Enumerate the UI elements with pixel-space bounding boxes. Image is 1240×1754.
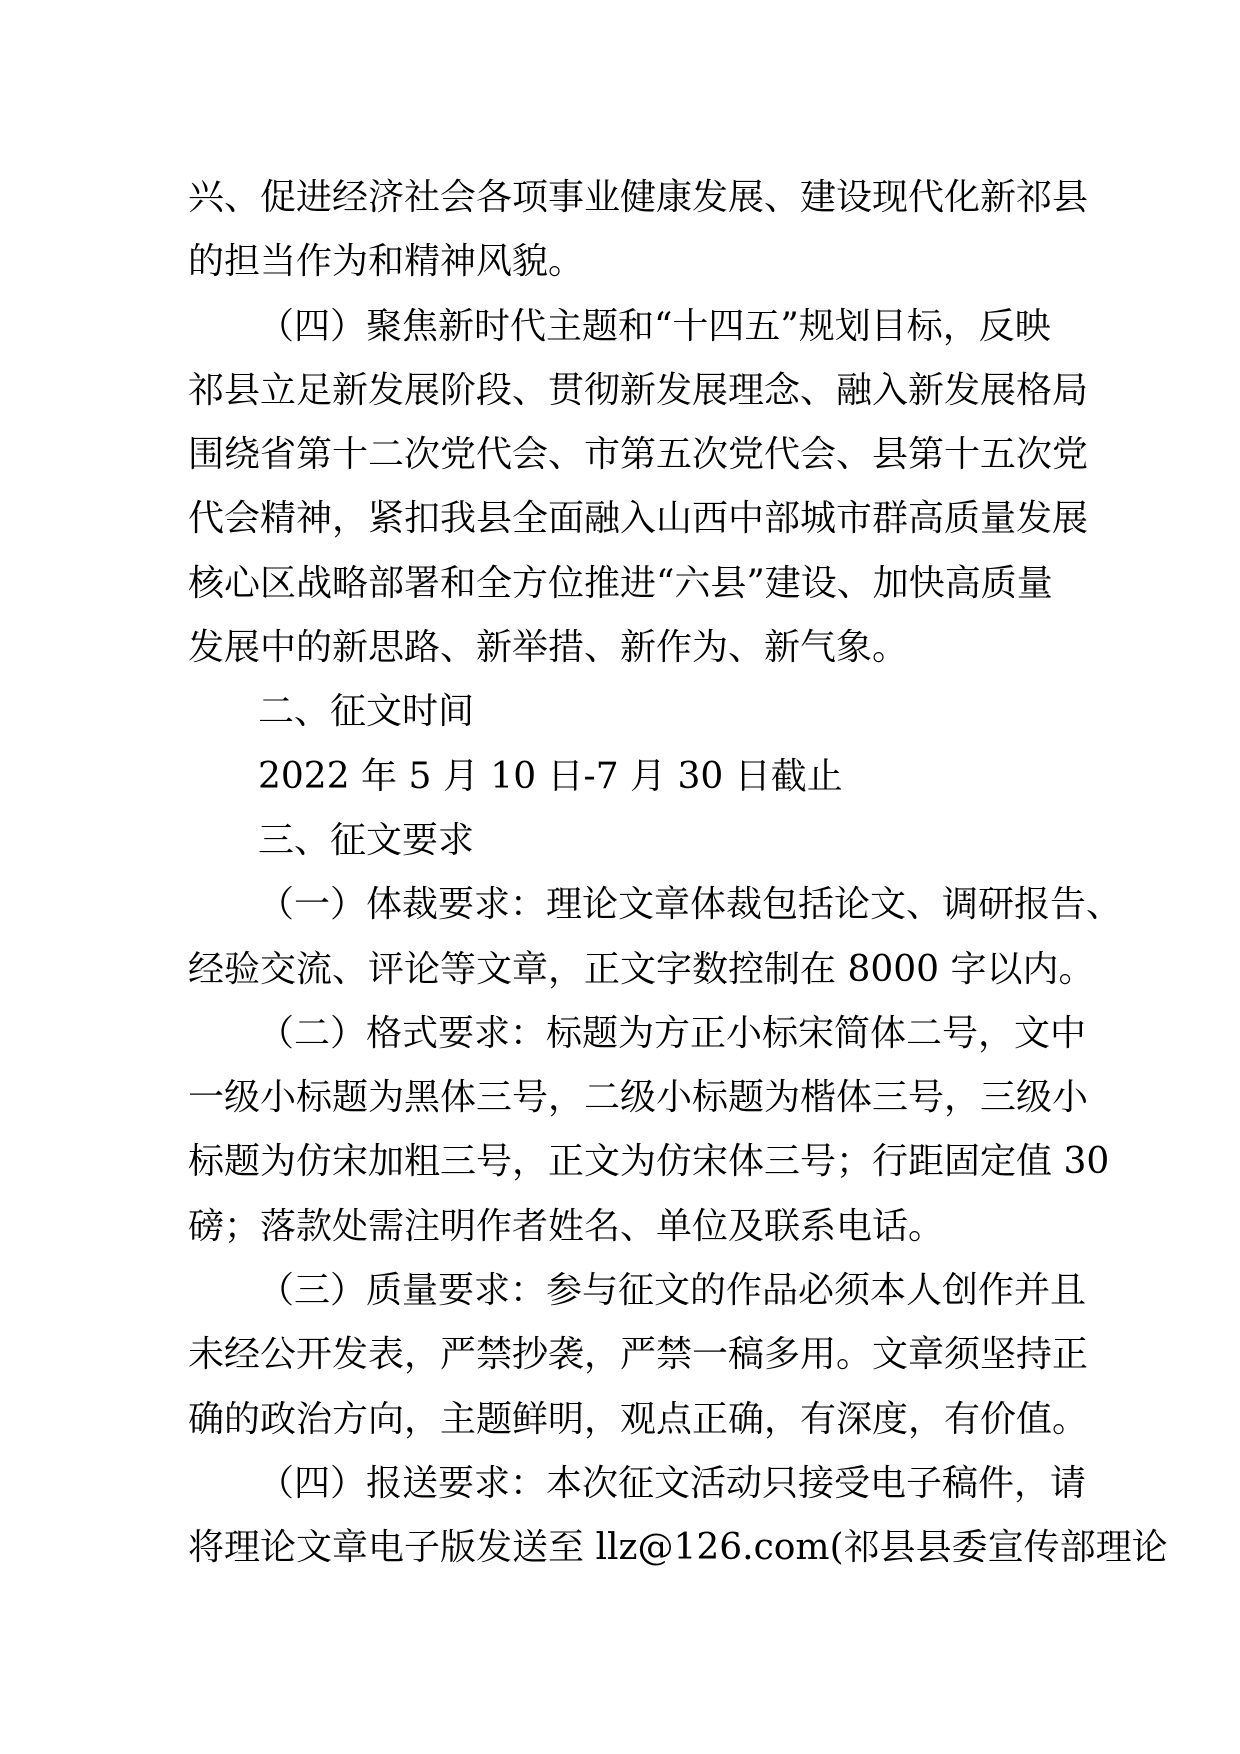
body-line: 发展中的新思路、新举措、新作为、新气象。 [188,627,909,669]
body-line: 未经公开发表，严禁抄袭，严禁一稿多用。文章须坚持正 [188,1334,1089,1376]
submission-date-range: 2022 年 5 月 10 日-7 月 30 日截止 [258,755,843,797]
genre-requirement-paragraph: （一）体裁要求：理论文章体裁包括论文、调研报告、 [258,884,1123,926]
document-body [188,166,1168,1581]
heading-submission-time: 二、征文时间 [258,691,475,733]
body-line: 经验交流、评论等文章，正文字数控制在 8000 字以内。 [188,948,1095,990]
body-line: 一级小标题为黑体三号，二级小标题为楷体三号，三级小 [188,1077,1089,1119]
body-line: 围绕省第十二次党代会、市第五次党代会、县第十五次党 [188,434,1089,476]
heading-submission-requirements: 三、征文要求 [258,819,475,861]
body-line: 代会精神，紧扣我县全面融入山西中部城市群高质量发展 [188,498,1089,540]
format-requirement-paragraph: （二）格式要求：标题为方正小标宋简体二号，文中 [258,1012,1087,1054]
body-line: 标题为仿宋加粗三号，正文为仿宋体三号；行距固定值 30 [188,1141,1110,1183]
body-line: 的担当作为和精神风貌。 [188,241,585,283]
quality-requirement-paragraph: （三）质量要求：参与征文的作品必须本人创作并且 [258,1270,1087,1312]
body-line: 祁县立足新发展阶段、贯彻新发展理念、融入新发展格局 [188,369,1089,411]
submission-requirement-paragraph: （四）报送要求：本次征文活动只接受电子稿件，请 [258,1462,1087,1504]
submission-email-line: 将理论文章电子版发送至 llz@126.com(祁县县委宣传部理论 [188,1527,1168,1569]
body-line: 核心区战略部署和全方位推进“六县”建设、加快高质量 [188,562,1053,604]
body-line: 磅；落款处需注明作者姓名、单位及联系电话。 [188,1205,945,1247]
section-4-paragraph: （四）聚焦新时代主题和“十四五”规划目标，反映 [258,305,1051,347]
body-line: 兴、促进经济社会各项事业健康发展、建设现代化新祁县 [188,177,1089,218]
body-line: 确的政治方向，主题鲜明，观点正确，有深度，有价值。 [188,1398,1089,1440]
